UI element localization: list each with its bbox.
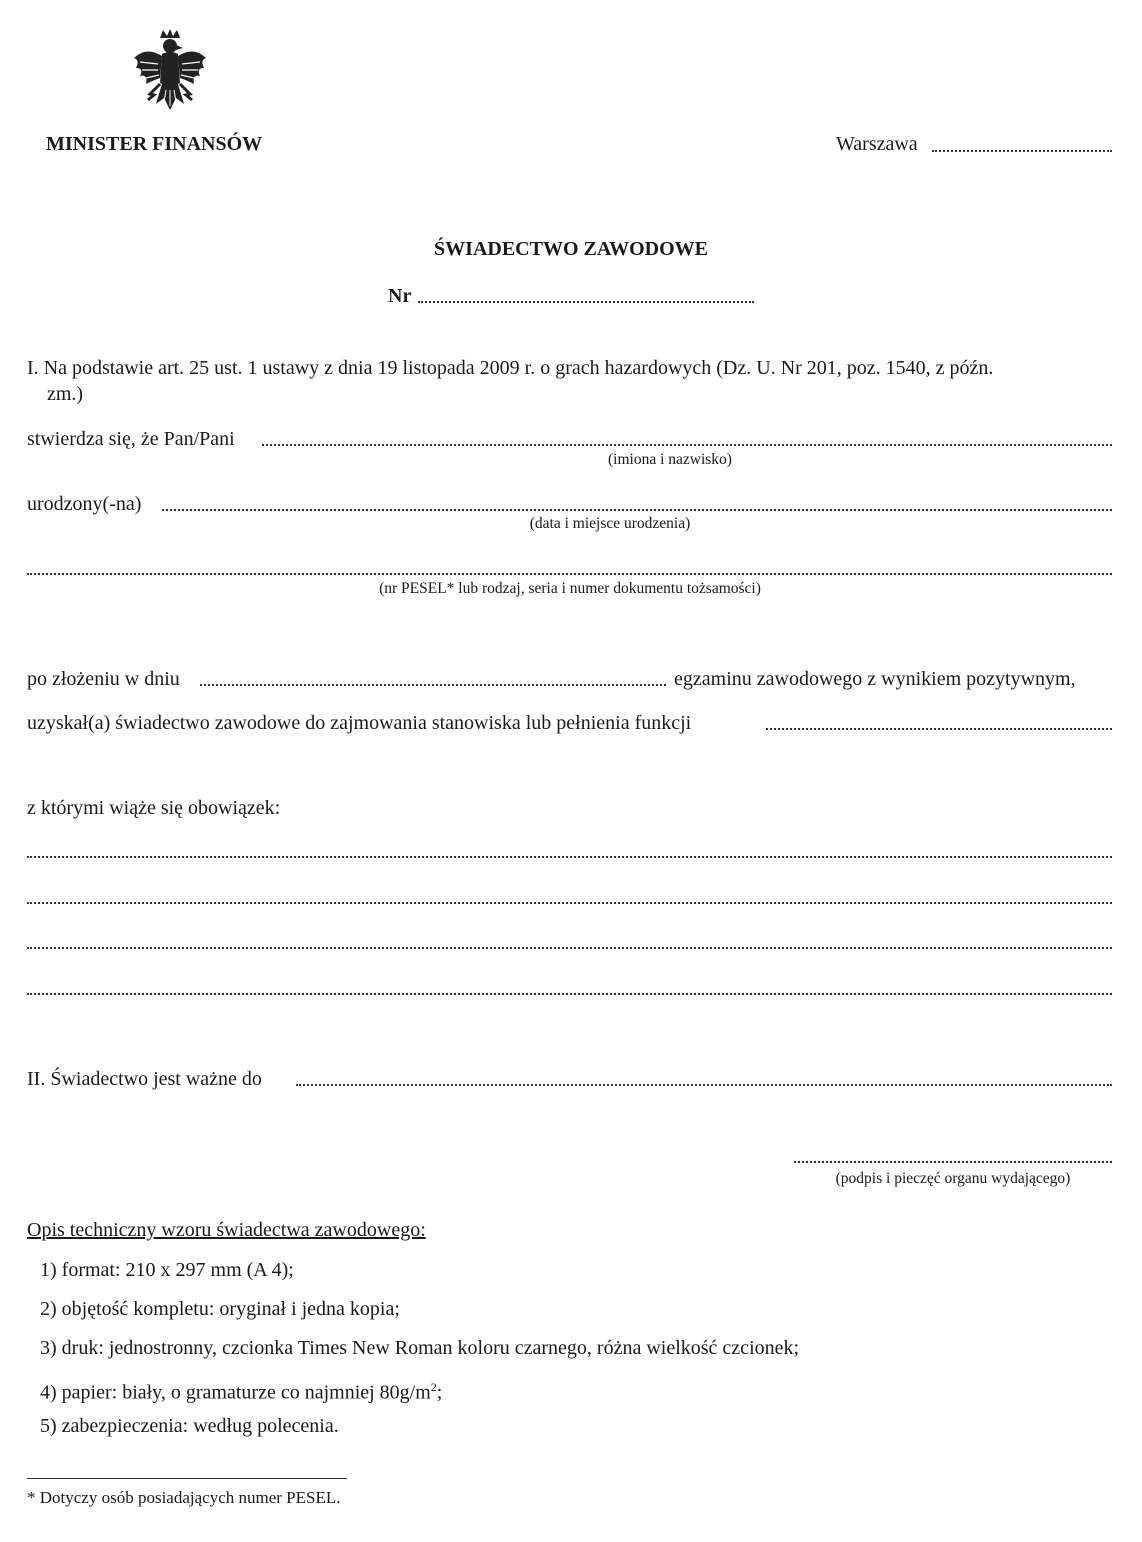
names-field[interactable] — [262, 444, 1112, 446]
tech-item-4-text: 4) papier: biały, o gramaturze co najmniej 80g/m — [40, 1381, 431, 1404]
signature-caption: (podpis i pieczęć organu wydającego) — [835, 1170, 1071, 1187]
signature-field[interactable] — [794, 1161, 1112, 1163]
duties-field[interactable] — [27, 993, 1112, 995]
section1-intro-line2: zm.) — [47, 383, 84, 405]
birth-caption: (data i miejsce urodzenia) — [529, 515, 691, 532]
exam-result: egzaminu zawodowego z wynikiem pozytywnym, — [674, 668, 1076, 690]
stated-label: stwierdza się, że Pan/Pani — [27, 428, 235, 450]
tech-heading: Opis techniczny wzoru świadectwa zawodowego: — [27, 1219, 426, 1241]
tech-item: 3) druk: jednostronny, czcionka Times New Roman koloru czarnego, różna wielkość czcionek; — [40, 1337, 800, 1359]
tech-item: 1) format: 210 x 297 mm (A 4); — [40, 1259, 294, 1281]
place-label: Warszawa — [836, 133, 918, 155]
names-caption: (imiona i nazwisko) — [608, 451, 732, 468]
birth-field[interactable] — [162, 509, 1112, 511]
date-field[interactable] — [932, 150, 1112, 152]
id-field[interactable] — [27, 573, 1112, 575]
duties-label: z którymi wiąże się obowiązek: — [27, 797, 281, 819]
tech-item: 5) zabezpieczenia: według polecenia. — [40, 1415, 339, 1437]
valid-label: II. Świadectwo jest ważne do — [27, 1068, 262, 1090]
id-caption: (nr PESEL* lub rodzaj, seria i numer dokumentu tożsamości) — [379, 580, 761, 597]
footnote: * Dotyczy osób posiadających numer PESEL. — [27, 1488, 341, 1507]
polish-eagle-emblem — [130, 28, 210, 116]
exam-date-field[interactable] — [200, 684, 666, 686]
exam-label: po złożeniu w dniu — [27, 668, 180, 690]
born-label: urodzony(-na) — [27, 493, 142, 515]
tech-item-4-end: ; — [436, 1381, 443, 1404]
number-label: Nr — [388, 285, 412, 307]
footnote-divider — [27, 1478, 347, 1479]
section1-intro-line1: I. Na podstawie art. 25 ust. 1 ustawy z dnia 19 listopada 2009 r. o grach hazardowych (Dz. U. Nr 201, poz. 1540, z późn. — [27, 357, 994, 379]
position-field[interactable] — [766, 728, 1112, 730]
duties-field[interactable] — [27, 947, 1112, 949]
obtained-label: uzyskał(a) świadectwo zawodowe do zajmowania stanowiska lub pełnienia funkcji — [27, 712, 692, 734]
duties-field[interactable] — [27, 902, 1112, 904]
tech-item: 2) objętość kompletu: oryginał i jedna kopia; — [40, 1298, 400, 1320]
valid-until-field[interactable] — [296, 1084, 1112, 1086]
tech-item-4 — [40, 1375, 442, 1405]
superscript: 2 — [430, 1380, 437, 1394]
issuing-authority: MINISTER FINANSÓW — [46, 133, 263, 155]
number-field[interactable] — [418, 301, 754, 303]
duties-field[interactable] — [27, 856, 1112, 858]
document-title: ŚWIADECTWO ZAWODOWE — [434, 238, 708, 260]
